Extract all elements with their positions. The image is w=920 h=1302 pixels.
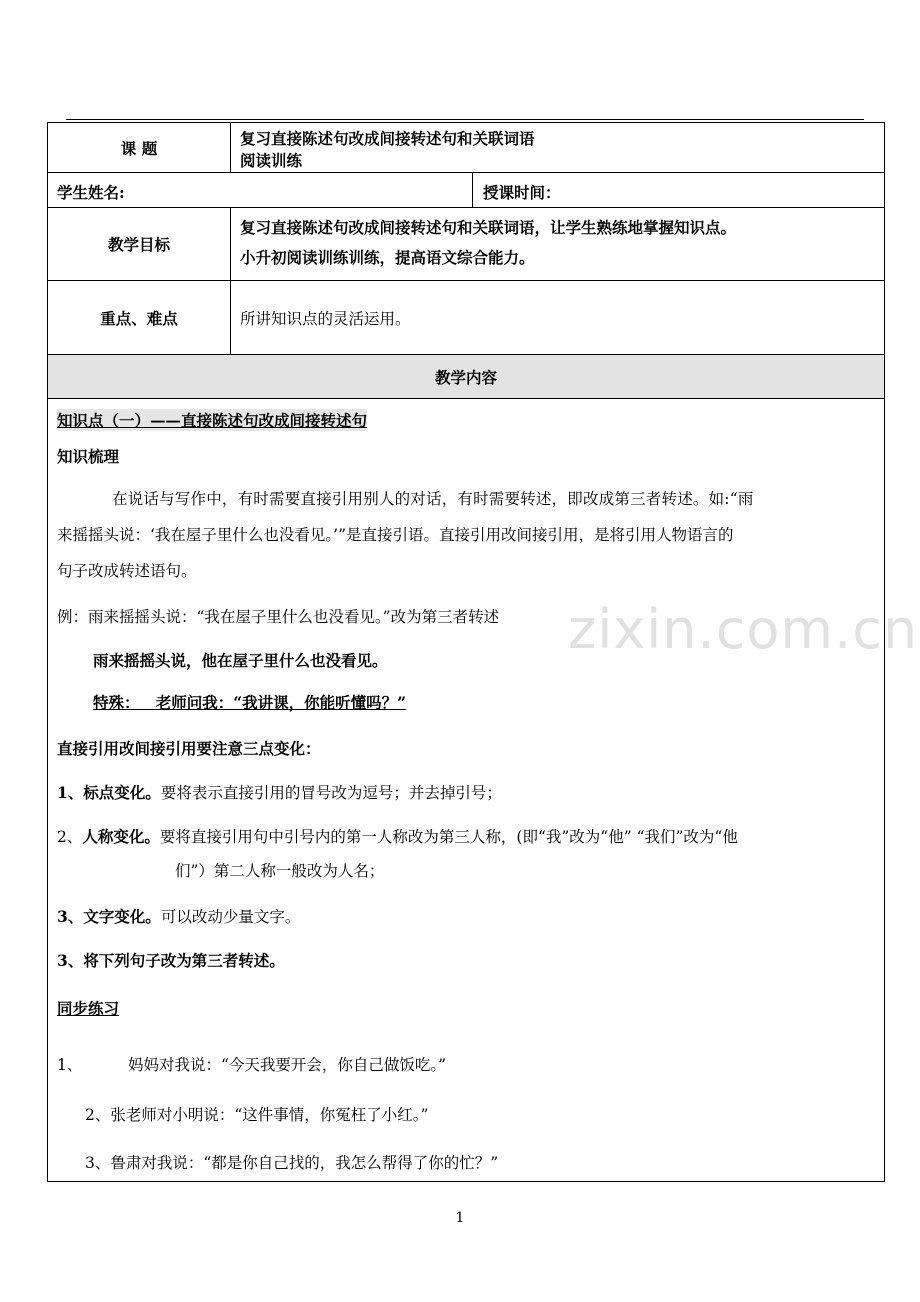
topic-row <box>48 123 884 173</box>
rule-1-title: 标点变化。 <box>83 783 161 802</box>
example-line: 例：雨来摇摇头说：“我在屋子里什么也没看见。”改为第三者转述 <box>57 608 500 626</box>
rule-2-text-2: 们”）第二人称一般改为人名； <box>175 862 385 880</box>
focus-value <box>231 281 884 354</box>
rule-3-num: 3、 <box>57 907 84 926</box>
student-name-label: 学生姓名: <box>48 173 473 207</box>
focus-row <box>48 281 884 355</box>
task-line: 3、将下列句子改为第三者转述。 <box>57 951 285 970</box>
special-label: 特殊： <box>93 693 140 712</box>
rule-2 <box>57 825 738 847</box>
para-line-1: 在说话与写作中，有时需要直接引用别人的对话，有时需要转述，即改成第三者转述。如:“雨 <box>112 490 754 508</box>
focus-text: 所讲知识点的灵活运用。 <box>240 310 411 328</box>
section-title: 知识点（一）——直接陈述句改成间接转述句 <box>57 411 368 430</box>
para-line-2: 来摇摇头说：‘我在屋子里什么也没看见。’”是直接引语。直接引用改间接引用，是将引用人物语言的 <box>57 526 734 544</box>
goals-line-1: 复习直接陈述句改成间接转述句和关联词语，让学生熟练地掌握知识点。 <box>240 218 737 237</box>
rule-1-text: 要将表示直接引用的冒号改为逗号；并去掉引号； <box>160 784 502 802</box>
topic-line-1: 复习直接陈述句改成间接转述句和关联词语 <box>240 129 535 148</box>
watermark: zixin.com.cn <box>568 598 919 661</box>
goals-line-2: 小升初阅读训练训练，提高语文综合能力。 <box>240 248 535 267</box>
content-area <box>48 399 884 1181</box>
exercise-2: 2、张老师对小明说：“这件事情，你冤枉了小红。” <box>85 1106 429 1124</box>
para-line-3: 句子改成转述语句。 <box>57 562 197 580</box>
topic-line-2: 阅读训练 <box>240 151 303 170</box>
goals-value <box>231 208 884 280</box>
rule-2-num: 2、 <box>57 828 83 846</box>
subheading: 知识梳理 <box>57 447 120 466</box>
focus-label: 重点、难点 <box>48 281 231 354</box>
exercise-1-num: 1、 <box>57 1056 83 1074</box>
content-header: 教学内容 <box>48 355 884 399</box>
special-line <box>93 691 406 713</box>
rule-3-text: 可以改动少量文字。 <box>160 908 301 926</box>
rule-3-title: 文字变化。 <box>83 907 161 926</box>
exercise-1-text: 妈妈对我说：“今天我要开会，你自己做饭吃。” <box>128 1056 447 1074</box>
special-text: 老师问我：“我讲课，你能听懂吗？” <box>155 693 407 712</box>
lesson-time-label: 授课时间： <box>483 183 561 202</box>
rule-2-title: 人称变化。 <box>82 827 160 846</box>
topic-label: 课 题 <box>48 123 231 172</box>
student-row <box>48 173 884 208</box>
goals-row <box>48 208 884 281</box>
rule-3 <box>57 905 300 927</box>
goals-label: 教学目标 <box>48 208 231 280</box>
header-rule <box>66 119 864 120</box>
rule-2-text-1: 要将直接引用句中引号内的第一人称改为第三人称，(即“我”改为“他” “我们”改为“他 <box>159 828 738 846</box>
rule-1 <box>57 781 502 803</box>
lesson-plan-table <box>47 122 885 1182</box>
page-number: 1 <box>455 1210 465 1226</box>
topic-value <box>231 123 884 172</box>
rule-1-num: 1、 <box>57 783 84 802</box>
example-answer: 雨来摇摇头说，他在屋子里什么也没看见。 <box>93 651 388 670</box>
rules-heading: 直接引用改间接引用要注意三点变化： <box>57 739 321 758</box>
exercise-3: 3、鲁肃对我说：“都是你自己找的，我怎么帮得了你的忙？” <box>85 1154 499 1172</box>
practice-heading: 同步练习 <box>57 999 120 1018</box>
